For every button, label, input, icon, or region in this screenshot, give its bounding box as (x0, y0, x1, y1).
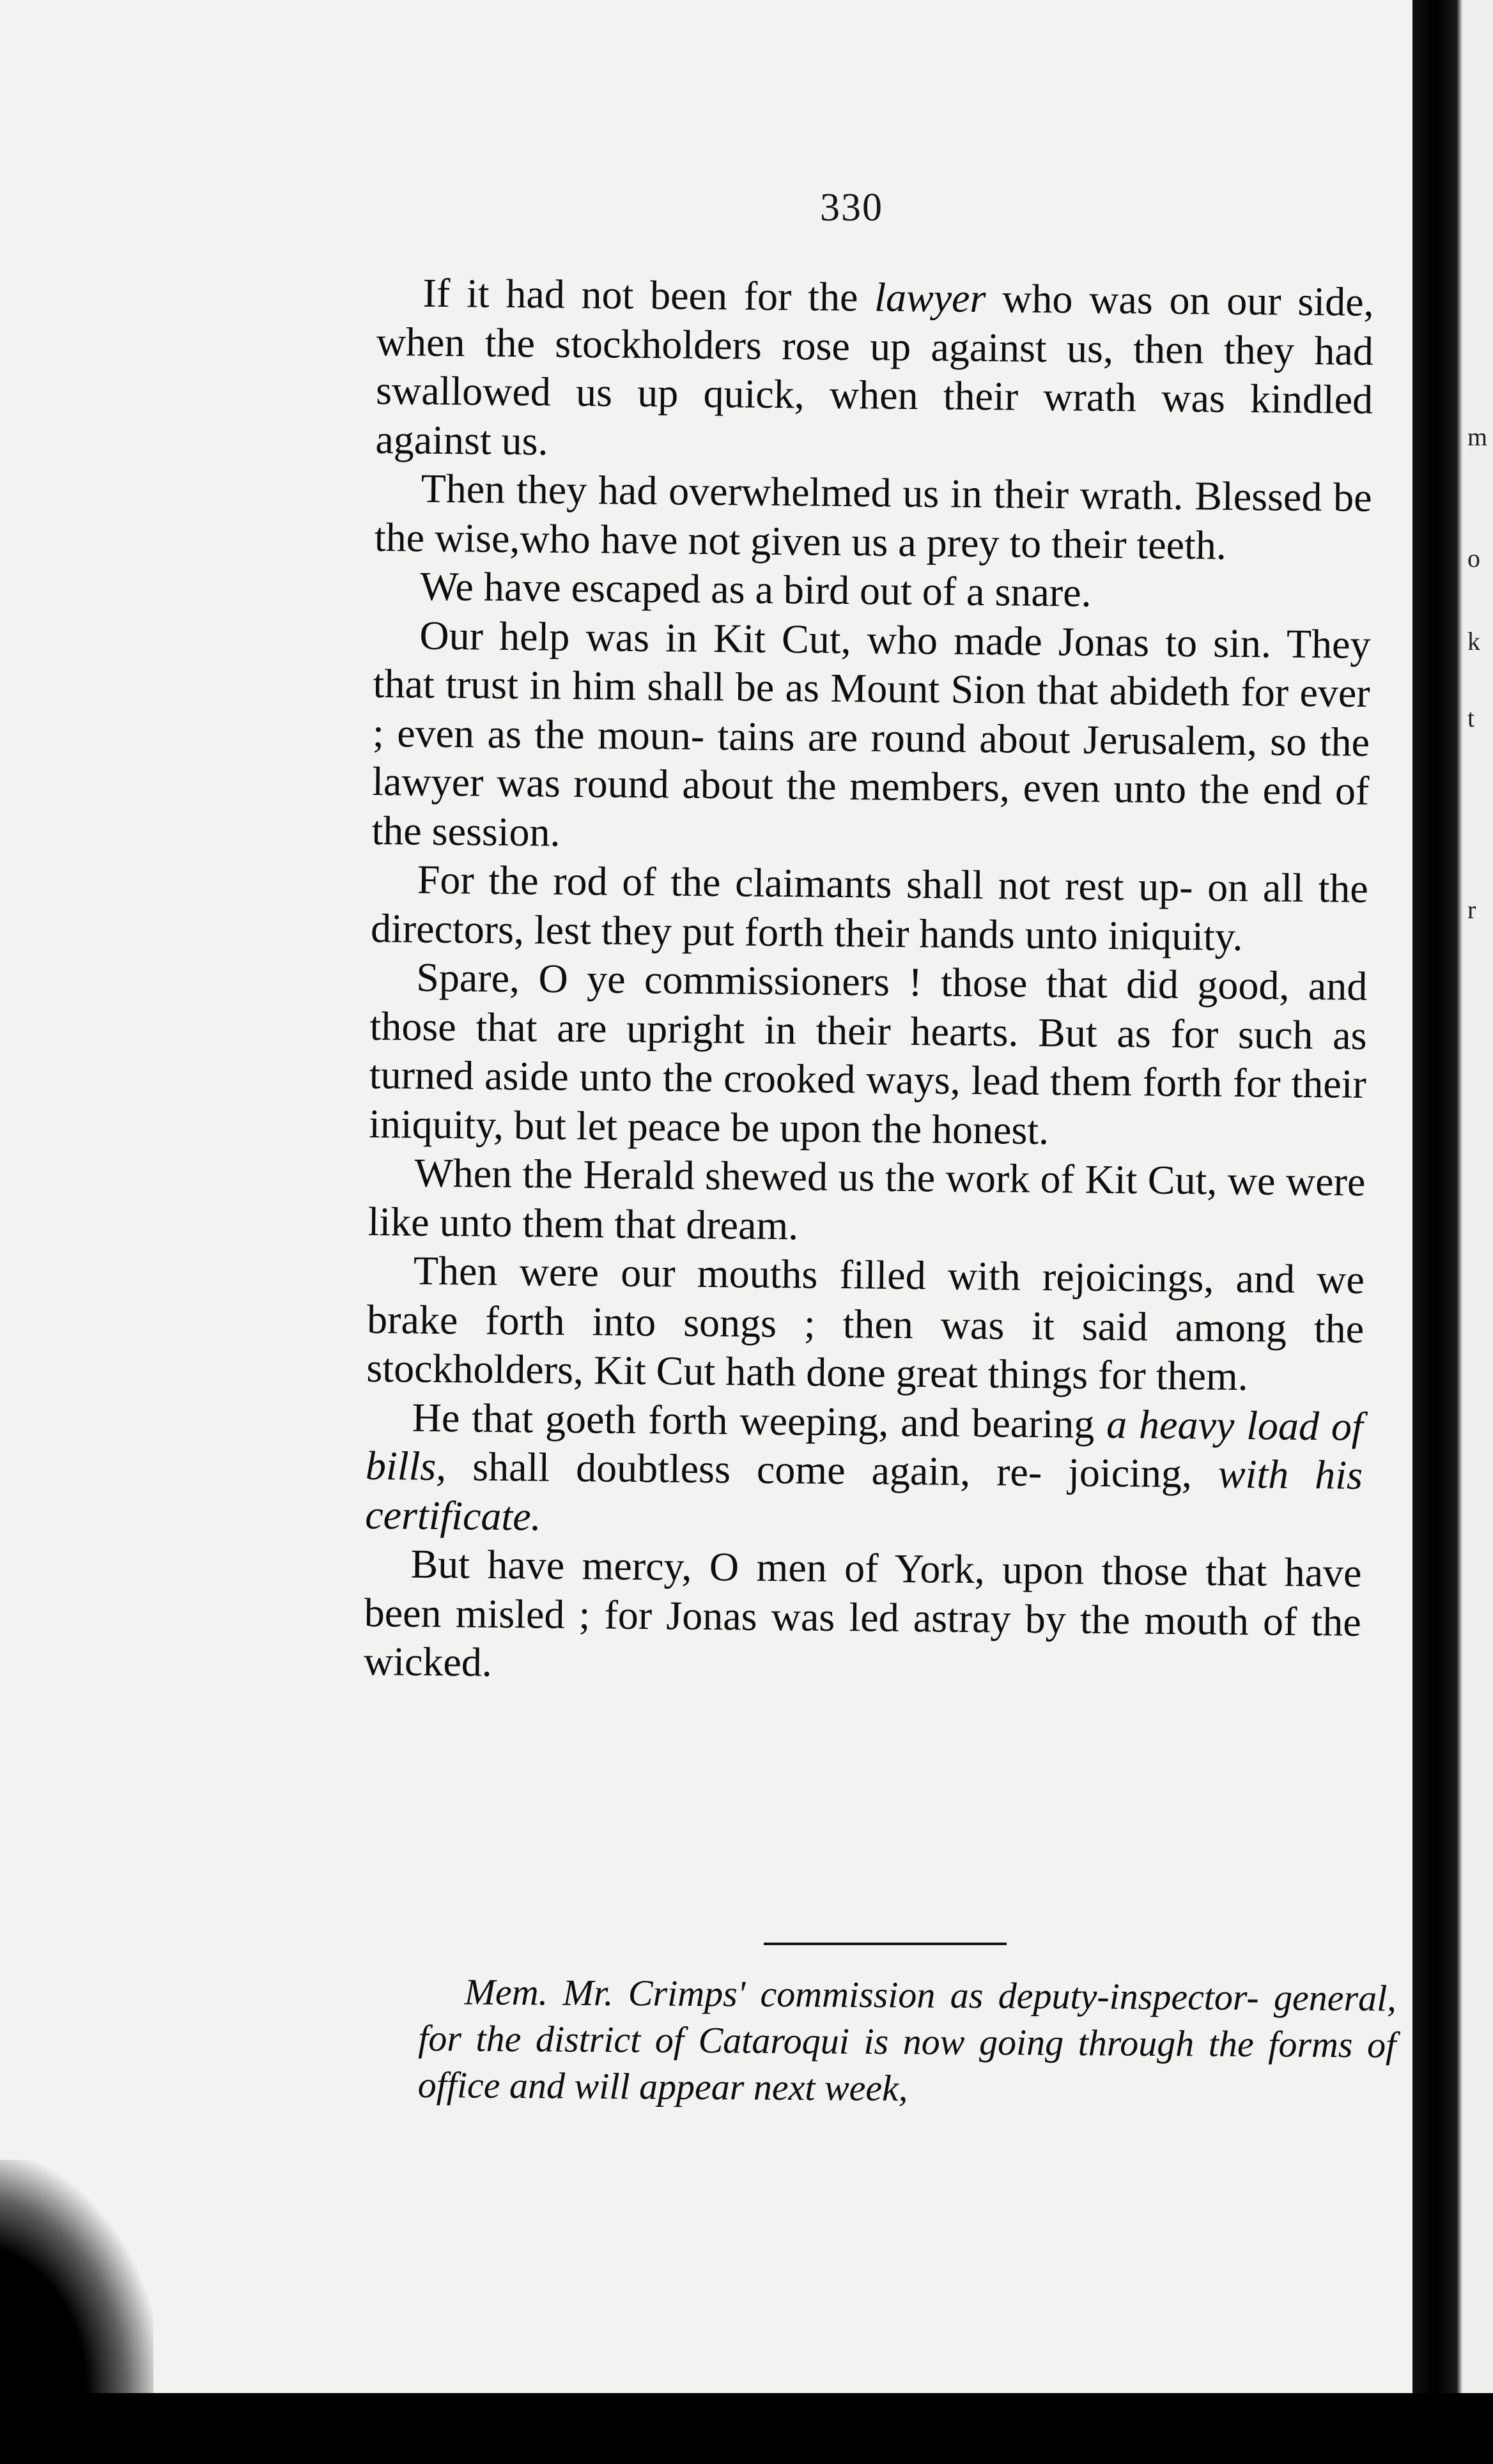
italic-phrase: a heavy load of bills, (365, 1401, 1364, 1490)
paragraph (369, 953, 1368, 1158)
italic-phrase: with his certificate. (364, 1451, 1363, 1539)
italic-phrase: lawyer (874, 274, 986, 321)
adjacent-page-char: m (1467, 422, 1488, 451)
text-run: Then they had overwhelmed us in their wrath. Blessed be the wise,who have not given us a prey to their teeth. (374, 465, 1372, 568)
scan-shadow (0, 2160, 153, 2393)
memo-note: Mem. Mr. Crimps' commission as deputy-inspector- general, for the district of Cataroqui is now going through the forms of office and will appear next week, (417, 1971, 1396, 2109)
text-run: But have mercy, O men of York, upon those that have been misled ; for Jonas was led astray by the mouth of the wicked. (363, 1541, 1362, 1685)
text-run: We have escaped as a bird out of a snare. (419, 563, 1092, 615)
page-number: 330 (820, 186, 883, 229)
adjacent-page-char: t (1467, 704, 1475, 732)
paragraph (375, 464, 1372, 571)
paragraph (375, 268, 1374, 474)
adjacent-page-edge (1464, 0, 1493, 2464)
paragraph (374, 562, 1372, 620)
adjacent-page-char: o (1467, 544, 1480, 573)
paragraph (365, 1392, 1363, 1548)
paragraph (367, 1148, 1365, 1256)
text-run: Our help was in Kit Cut, who made Jonas to sin. They that trust in him shall be as Mount Sion that abideth for ever ; even as the moun- tains are round about Jerusalem, so the lawyer was round about the members, even unto the end of the session. (371, 612, 1371, 855)
scan-border (0, 2393, 1493, 2464)
text-run: When the Herald shewed us the work of Kit Cut, we were like unto them that dream. (367, 1150, 1366, 1248)
section-divider (764, 1943, 1007, 1945)
paragraph (371, 855, 1368, 962)
adjacent-page-char: r (1467, 895, 1476, 924)
text-run: For the rod of the claimants shall not rest up- on all the directors, lest they put forth their hands unto iniquity. (370, 856, 1369, 959)
paragraph (366, 1246, 1365, 1402)
text-run: If it had not been for the (422, 270, 875, 320)
text-run: who was on our side, when the stockholders rose up against us, then they had swallowed us up quick, when their wrath was kindled against us. (375, 275, 1374, 464)
paragraph (371, 610, 1371, 864)
body-text (364, 268, 1374, 1695)
paragraph (364, 1539, 1362, 1695)
text-run: Then were our mouths filled with rejoicings, and we brake forth into songs ; then was it said among the stockholders, Kit Cut hath done great things for them. (366, 1247, 1365, 1399)
adjacent-page-char: k (1467, 627, 1480, 656)
text-run: He that goeth forth weeping, and bearing (412, 1394, 1107, 1447)
text-run: Spare, O ye commissioners ! those that did good, and those that are upright in their hearts. But as for such as turned aside unto the crooked ways, lead them forth for their iniquity, but let peace be upon the honest. (368, 954, 1368, 1153)
text-run: shall doubtless come again, re- joicing, (445, 1444, 1219, 1497)
